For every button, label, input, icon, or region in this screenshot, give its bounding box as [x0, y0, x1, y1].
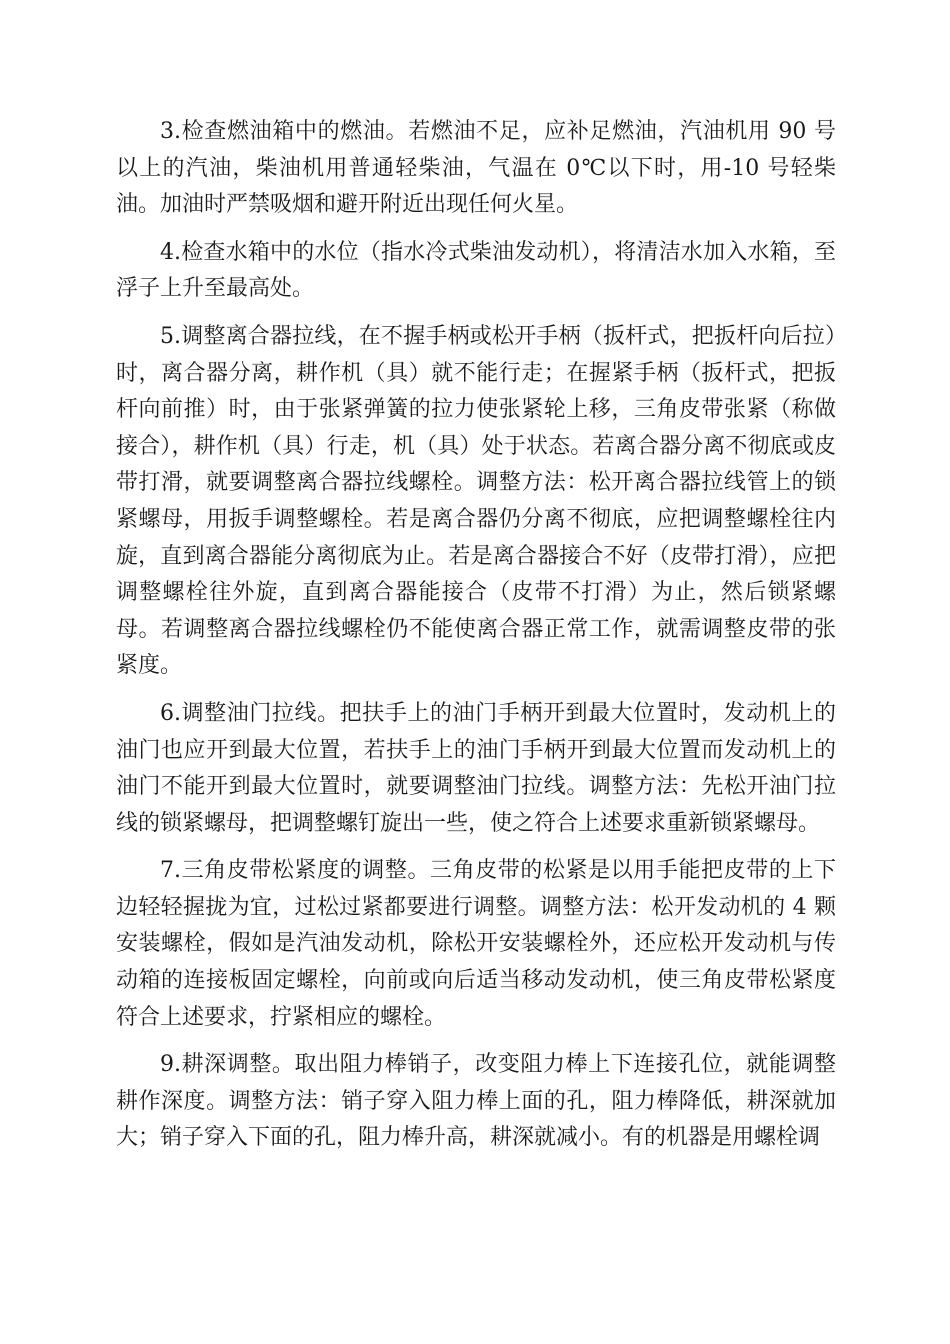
document-body: [116, 114, 836, 1168]
paragraph-item-3: 3.检查燃油箱中的燃油。若燃油不足，应补足燃油，汽油机用 90 号以上的汽油，柴油机用普通轻柴油，气温在 0℃以下时，用-10 号轻柴油。加油时严禁吸烟和避开附近出现任何火星。: [116, 119, 836, 218]
paragraph-item-4: 4.检查水箱中的水位（指水冷式柴油发动机），将清洁水加入水箱，至浮子上升至最高处。: [116, 239, 836, 302]
paragraph-item-7: 7.三角皮带松紧度的调整。三角皮带的松紧是以用手能把皮带的上下边轻轻握拢为宜，过松过紧都要进行调整。调整方法：松开发动机的 4 颗安装螺栓，假如是汽油发动机，除松开安装螺栓外，还应松开发动机与传动箱的连接板固定螺栓，向前或向后适当移动发动机，使三角皮带松紧度符合上述要求，拧紧相应的螺栓。: [116, 858, 836, 1030]
paragraph-item-6: 6.调整油门拉线。把扶手上的油门手柄开到最大位置时，发动机上的油门也应开到最大位置，若扶手上的油门手柄开到最大位置而发动机上的油门不能开到最大位置时，就要调整油门拉线。调整方法：先松开油门拉线的锁紧螺母，把调整螺钉旋出一些，使之符合上述要求重新锁紧螺母。: [116, 700, 836, 836]
paragraph-item-5: 5.调整离合器拉线，在不握手柄或松开手柄（扳杆式，把扳杆向后拉）时，离合器分离，耕作机（具）就不能行走；在握紧手柄（扳杆式，把扳杆向前推）时，由于张紧弹簧的拉力使张紧轮上移，三角皮带张紧（称做接合），耕作机（具）行走，机（具）处于状态。若离合器分离不彻底或皮带打滑，就要调整离合器拉线螺栓。调整方法：松开离合器拉线管上的锁紧螺母，用扳手调整螺栓。若是离合器仍分离不彻底，应把调整螺栓往内旋，直到离合器能分离彻底为止。若是离合器接合不好（皮带打滑），应把调整螺栓往外旋，直到离合器能接合（皮带不打滑）为止，然后锁紧螺母。若调整离合器拉线螺栓仍不能使离合器正常工作，就需调整皮带的张紧度。: [116, 323, 836, 679]
paragraph-item-9: 9.耕深调整。取出阻力棒销子，改变阻力棒上下连接孔位，就能调整耕作深度。调整方法：销子穿入阻力棒上面的孔，阻力棒降低，耕深就加大；销子穿入下面的孔，阻力棒升高，耕深就减小。有的机器是用螺栓调: [116, 1052, 836, 1151]
